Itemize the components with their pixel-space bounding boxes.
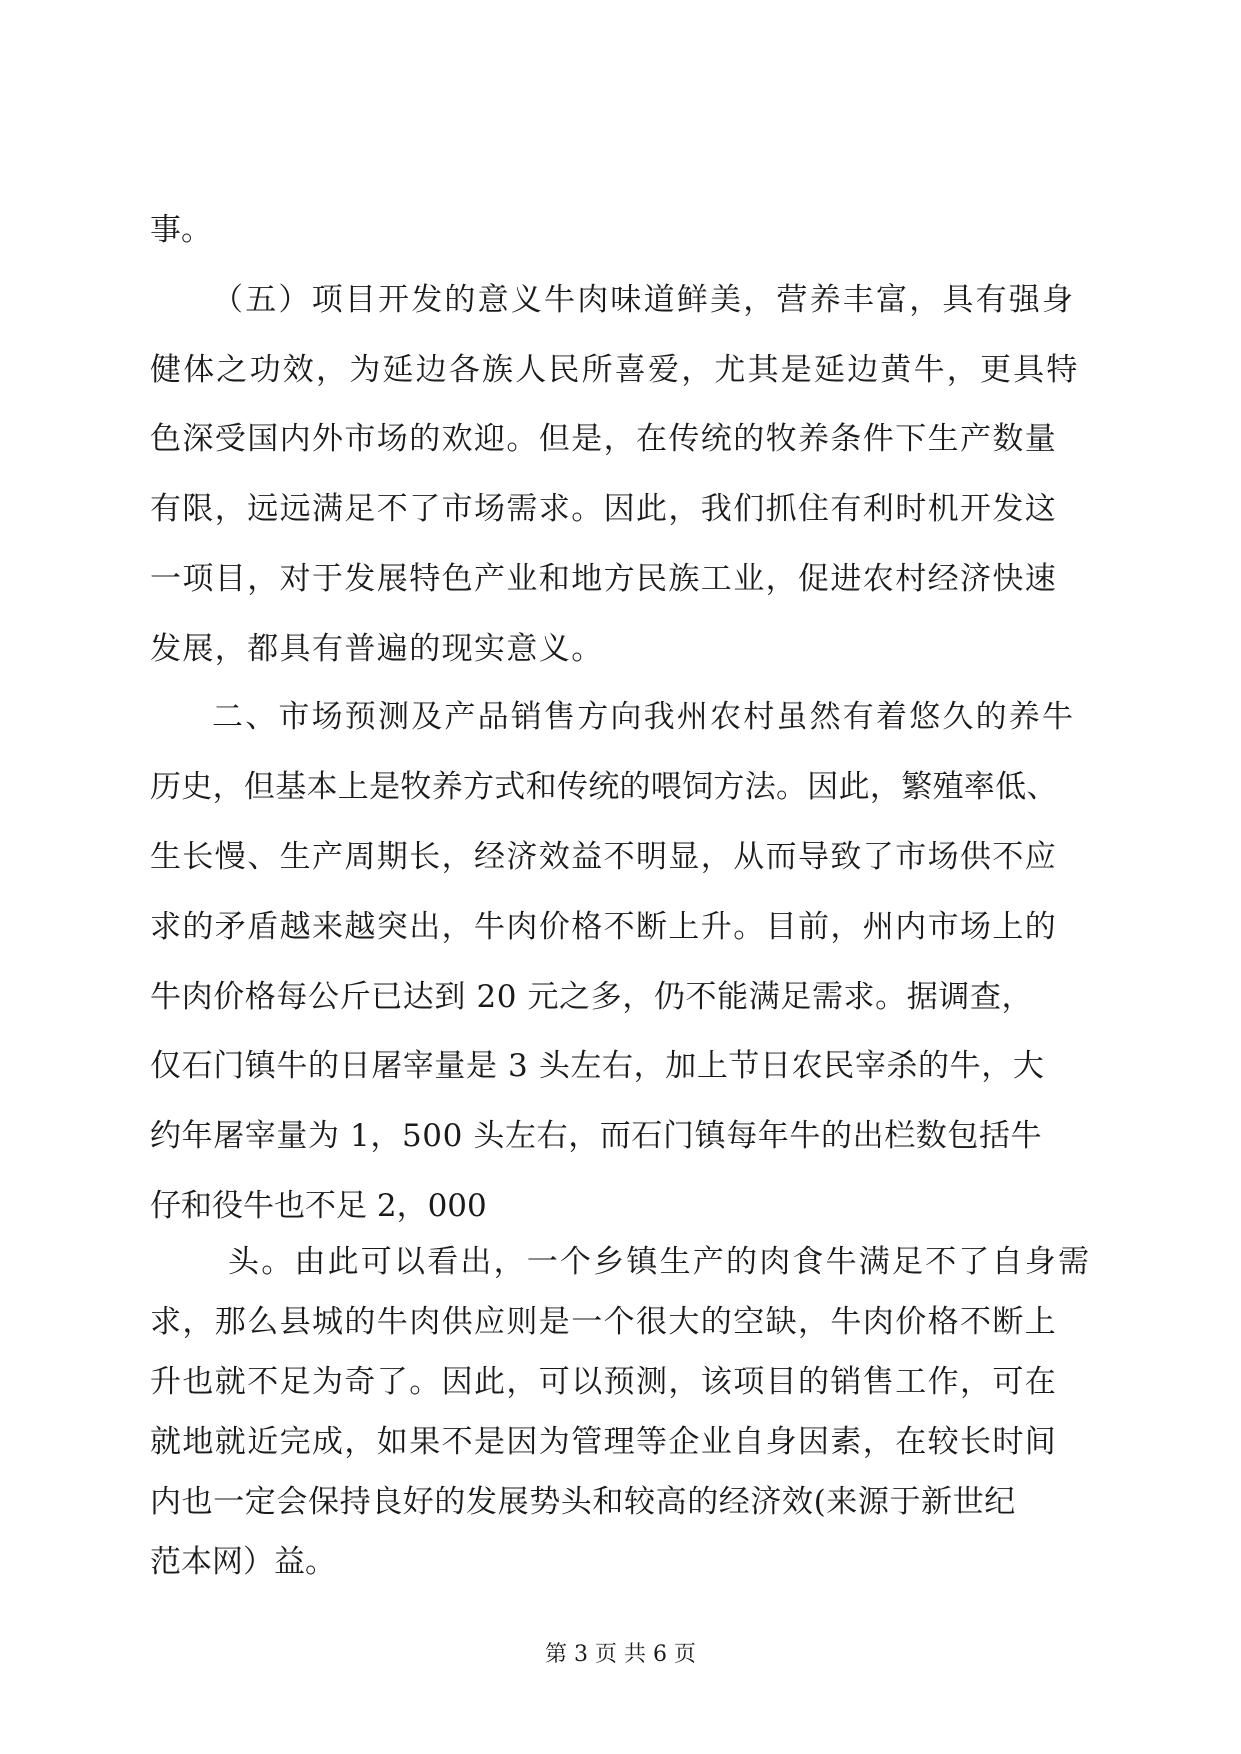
text-line: 牛肉价格每公斤已达到 20 元之多，仍不能满足需求。据调查，	[150, 979, 1034, 1015]
text-line: 有限，远远满足不了市场需求。因此，我们抓住有利时机开发这	[150, 491, 1058, 527]
text-line: 内也一定会保持良好的发展势头和较高的经济效(来源于新世纪	[150, 1484, 1016, 1520]
text-line: 头。由此可以看出，一个乡镇生产的肉食牛满足不了自身需	[228, 1244, 1092, 1280]
text-line: 就地就近完成，如果不是因为管理等企业自身因素，在较长时间	[150, 1424, 1058, 1460]
text-line: 仔和役牛也不足 2，000	[150, 1188, 487, 1224]
text-line: 历史，但基本上是牧养方式和传统的喂饲方法。因此，繁殖率低、	[150, 769, 1058, 805]
text-line: 范本网）益。	[150, 1544, 336, 1580]
text-line: 升也就不足为奇了。因此，可以预测，该项目的销售工作，可在	[150, 1364, 1058, 1400]
text-line: 生长慢、生产周期长，经济效益不明显，从而导致了市场供不应	[150, 839, 1058, 875]
text-line: 一项目，对于发展特色产业和地方民族工业，促进农村经济快速	[150, 561, 1058, 597]
text-line: 二、市场预测及产品销售方向我州农村虽然有着悠久的养牛	[212, 699, 1076, 735]
text-line: 事。	[150, 212, 212, 248]
text-line: 色深受国内外市场的欢迎。但是，在传统的牧养条件下生产数量	[150, 421, 1058, 457]
text-line: （五）项目开发的意义牛肉味道鲜美，营养丰富，具有强身	[212, 282, 1076, 318]
text-line: 仅石门镇牛的日屠宰量是 3 头左右，加上节日农民宰杀的牛，大	[150, 1048, 1045, 1084]
text-line: 求，那么县城的牛肉供应则是一个很大的空缺，牛肉价格不断上	[150, 1304, 1058, 1340]
text-line: 发展，都具有普遍的现实意义。	[150, 631, 604, 667]
text-line: 约年屠宰量为 1，500 头左右，而石门镇每年牛的出栏数包括牛	[150, 1118, 1043, 1154]
page-number-footer: 第 3 页 共 6 页	[545, 1642, 696, 1667]
text-line: 健体之功效，为延边各族人民所喜爱，尤其是延边黄牛，更具特	[150, 352, 1080, 388]
text-line: 求的矛盾越来越突出，牛肉价格不断上升。目前，州内市场上的	[150, 909, 1058, 945]
